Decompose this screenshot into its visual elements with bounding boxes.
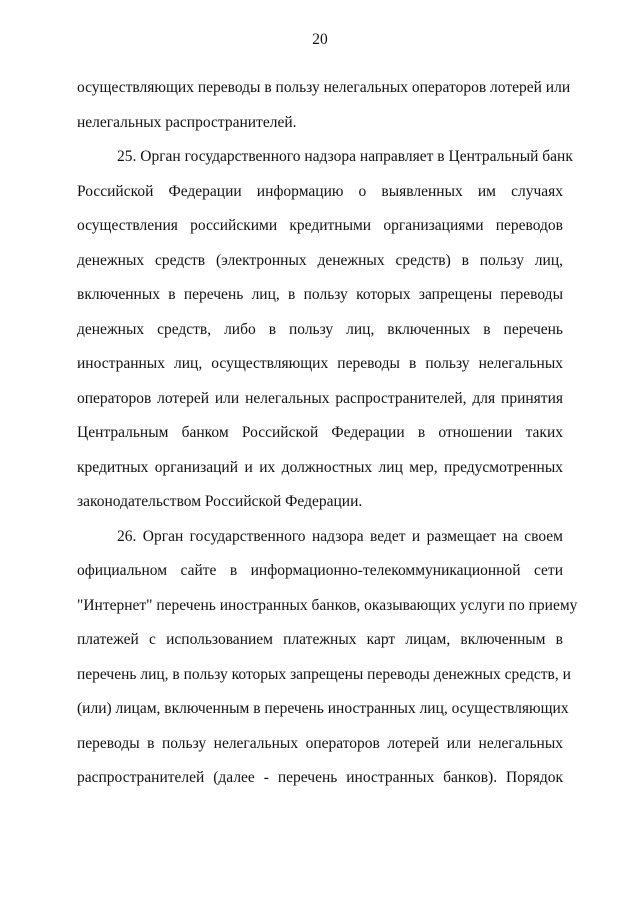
paragraph-continuation xyxy=(77,71,571,140)
text-line: официальном сайте в информационно-телекоммуникационной сети xyxy=(77,562,563,579)
text-line: кредитных организаций и их должностных лиц мер, предусмотренных xyxy=(77,458,563,476)
text-line: законодательством Российской Федерации. xyxy=(77,493,363,510)
text-line: 26. Орган государственного надзора ведет и размещает на своем xyxy=(117,527,563,545)
text-line: "Интернет" перечень иностранных банков, оказывающих услуги по приему xyxy=(77,596,578,614)
text-line: перечень лиц, в пользу которых запрещены переводы денежных средств, и xyxy=(77,665,571,683)
paragraph-26 xyxy=(77,520,578,796)
text-line: переводы в пользу нелегальных операторов лотерей или нелегальных xyxy=(77,734,563,752)
text-line: иностранных лиц, осуществляющих переводы в пользу нелегальных xyxy=(77,355,563,372)
text-line: Центральным банком Российской Федерации в отношении таких xyxy=(77,424,563,441)
text-line: нелегальных распространителей. xyxy=(77,113,297,131)
text-line: денежных средств, либо в пользу лиц, включенных в перечень xyxy=(77,320,563,338)
text-line: распространителей (далее - перечень иностранных банков). Порядок xyxy=(77,769,563,786)
page-number: 20 xyxy=(312,31,328,48)
text-line: 25. Орган государственного надзора направляет в Центральный банк xyxy=(117,148,573,165)
text-line: осуществляющих переводы в пользу нелегальных операторов лотерей или xyxy=(77,79,571,96)
text-line: денежных средств (электронных денежных средств) в пользу лиц, xyxy=(77,251,563,269)
paragraph-25 xyxy=(77,140,573,520)
text-line: операторов лотерей или нелегальных распространителей, для принятия xyxy=(77,389,563,407)
text-line: платежей с использованием платежных карт лицам, включенным в xyxy=(77,631,563,648)
text-line: Российской Федерации информацию о выявленных им случаях xyxy=(77,182,563,200)
document-body xyxy=(77,71,578,796)
text-line: осуществления российскими кредитными организациями переводов xyxy=(77,217,563,234)
text-line: (или) лицам, включенным в перечень иностранных лиц, осуществляющих xyxy=(77,700,569,717)
text-line: включенных в перечень лиц, в пользу которых запрещены переводы xyxy=(77,286,563,303)
